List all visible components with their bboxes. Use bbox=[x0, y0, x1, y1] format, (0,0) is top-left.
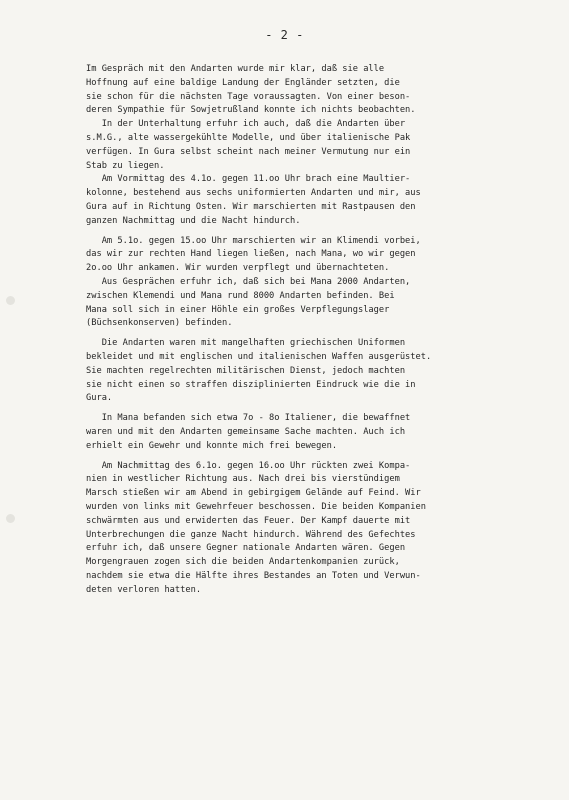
text-line: Am Nachmittag des 6.1o. gegen 16.oo Uhr rückten zwei Kompa- bbox=[86, 460, 411, 471]
text-line: Marsch stießen wir am Abend in gebirgigem Gelände auf Feind. Wir bbox=[86, 488, 421, 499]
text-line: Sie machten regelrechten militärischen Dienst, jedoch machten bbox=[86, 365, 406, 376]
typewritten-body bbox=[86, 63, 566, 597]
paragraph bbox=[86, 235, 566, 276]
text-line: wurden von links mit Gewehrfeuer beschossen. Die beiden Kompanien bbox=[86, 501, 426, 512]
text-line: das wir zur rechten Hand liegen ließen, nach Mana, wo wir gegen bbox=[86, 249, 416, 260]
text-line: In Mana befanden sich etwa 7o - 8o Italiener, die bewaffnet bbox=[86, 413, 411, 424]
text-line: nien in westlicher Richtung aus. Nach drei bis vierstündigem bbox=[86, 474, 400, 485]
page-number: - 2 - bbox=[265, 28, 304, 42]
text-line: schwärmten aus und erwiderten das Feuer. Der Kampf dauerte mit bbox=[86, 515, 411, 526]
paragraph bbox=[86, 173, 566, 228]
text-line: deten verloren hatten. bbox=[86, 584, 202, 595]
text-line: bekleidet und mit englischen und italienischen Waffen ausgerüstet. bbox=[86, 351, 432, 362]
paragraph bbox=[86, 276, 566, 331]
punch-hole bbox=[6, 514, 15, 523]
paragraph bbox=[86, 337, 566, 406]
text-line: verfügen. In Gura selbst scheint nach meiner Vermutung nur ein bbox=[86, 146, 411, 157]
text-line: Aus Gesprächen erfuhr ich, daß sich bei Mana 2000 Andarten, bbox=[86, 276, 411, 287]
text-line: sie nicht einen so straffen disziplinierten Eindruck wie die in bbox=[86, 379, 416, 390]
text-line: erfuhr ich, daß unsere Gegner nationale Andarten wären. Gegen bbox=[86, 543, 406, 554]
text-line: Morgengrauen zogen sich die beiden Andartenkompanien zurück, bbox=[86, 557, 400, 568]
text-line: kolonne, bestehend aus sechs uniformierten Andarten und mir, aus bbox=[86, 188, 421, 199]
paragraph bbox=[86, 460, 566, 598]
text-line: In der Unterhaltung erfuhr ich auch, daß die Andarten über bbox=[86, 119, 406, 130]
text-line: Unterbrechungen die ganze Nacht hindurch. Während des Gefechtes bbox=[86, 529, 416, 540]
text-line: ganzen Nachmittag und die Nacht hindurch. bbox=[86, 215, 301, 226]
paragraph bbox=[86, 118, 566, 173]
text-line: Am 5.1o. gegen 15.oo Uhr marschierten wir an Klimendi vorbei, bbox=[86, 235, 421, 246]
punch-hole bbox=[6, 296, 15, 305]
text-line: erhielt ein Gewehr und konnte mich frei bewegen. bbox=[86, 440, 338, 451]
text-line: (Büchsenkonserven) befinden. bbox=[86, 318, 233, 329]
text-line: deren Sympathie für Sowjetrußland konnte ich nichts beobachten. bbox=[86, 105, 416, 116]
text-line: Am Vormittag des 4.1o. gegen 11.oo Uhr brach eine Maultier- bbox=[86, 174, 411, 185]
text-line: Stab zu liegen. bbox=[86, 160, 165, 171]
text-line: Gura. bbox=[86, 393, 113, 404]
text-line: Die Andarten waren mit mangelhaften griechischen Uniformen bbox=[86, 338, 406, 349]
text-line: nachdem sie etwa die Hälfte ihres Bestandes an Toten und Verwun- bbox=[86, 570, 421, 581]
paragraph bbox=[86, 412, 566, 453]
text-line: Gura auf in Richtung Osten. Wir marschierten mit Rastpausen den bbox=[86, 201, 416, 212]
text-line: sie schon für die nächsten Tage voraussagten. Von einer beson- bbox=[86, 91, 411, 102]
text-line: Mana soll sich in einer Höhle ein großes Verpflegungslager bbox=[86, 304, 390, 315]
text-line: 2o.oo Uhr ankamen. Wir wurden verpflegt und übernachteten. bbox=[86, 263, 390, 274]
text-line: zwischen Klemendi und Mana rund 8000 Andarten befinden. Bei bbox=[86, 290, 395, 301]
text-line: Im Gespräch mit den Andarten wurde mir klar, daß sie alle bbox=[86, 64, 385, 74]
paragraph bbox=[86, 63, 566, 118]
text-line: s.M.G., alte wassergekühlte Modelle, und über italienische Pak bbox=[86, 132, 411, 143]
text-line: Hoffnung auf eine baldige Landung der Engländer setzten, die bbox=[86, 77, 400, 88]
text-line: waren und mit den Andarten gemeinsame Sache machten. Auch ich bbox=[86, 426, 406, 437]
